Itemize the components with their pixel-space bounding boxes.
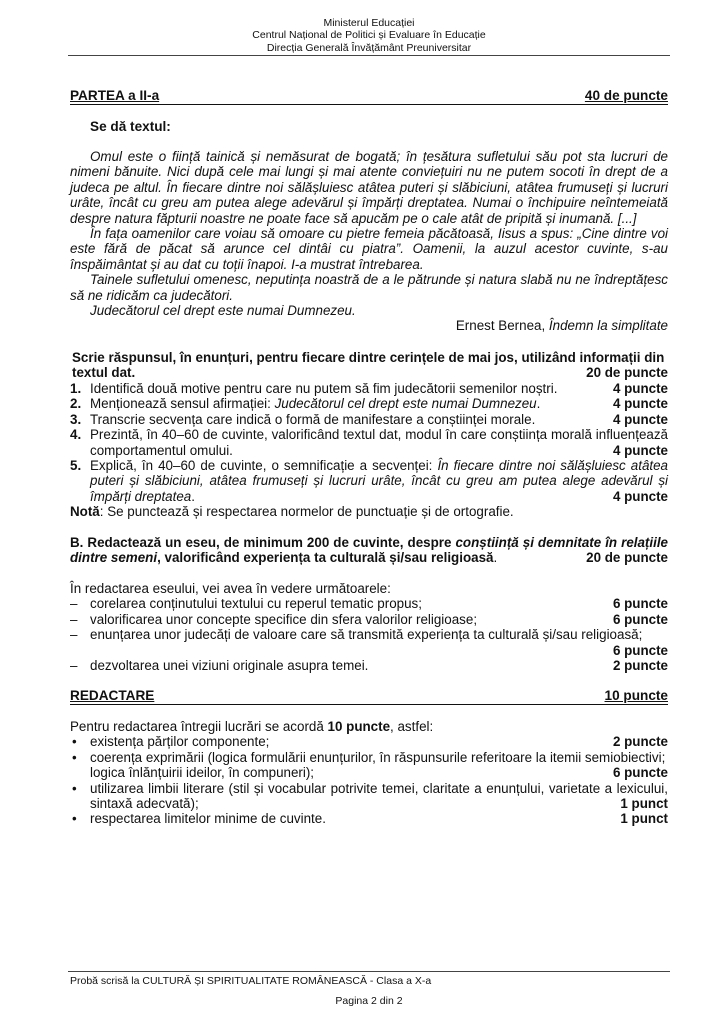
criterion: – enunțarea unor judecăți de valoare care să transmită experiența ta culturală și/sau religioasă; 6 puncte — [70, 627, 668, 658]
question-4: 4. Prezintă, în 40–60 de cuvinte, valorificând textul dat, modul în care conștiința morală influențează comportamentul omului. 4 puncte — [70, 427, 668, 458]
redactare-intro: Pentru redactarea întregii lucrări se acordă 10 puncte, astfel: — [70, 719, 434, 734]
header-center: Centrul Național de Politici și Evaluare în Educație — [252, 29, 486, 42]
redactare-item: • existența părților componente; 2 puncte — [72, 734, 668, 750]
criteria-intro: În redactarea eseului, vei avea în vedere următoarele: — [70, 581, 391, 596]
source-author: Ernest Bernea, — [455, 318, 549, 334]
section-a-points: 20 de puncte — [580, 365, 668, 380]
header-directorate: Direcția Generală Învățământ Preuniversitar — [266, 41, 472, 54]
section-a-items — [70, 381, 668, 520]
part2-heading — [70, 88, 668, 105]
redactare-title: REDACTARE — [70, 688, 155, 703]
redactare-points: 10 puncte — [604, 688, 668, 703]
note: Notă: Se punctează și respectarea normelor de punctuație și de ortografie. — [70, 504, 514, 520]
section-b-points: 20 de puncte — [580, 550, 668, 565]
question-3: 3. Transcrie secvența care indică o formă de manifestare a conștiinței morale. 4 puncte — [70, 411, 668, 427]
redactare-heading — [70, 688, 668, 705]
text-source — [70, 318, 668, 333]
criterion: – valorificarea unor concepte specifice din sfera valorilor religioase; 6 puncte — [70, 611, 668, 627]
redactare-item: • coerența exprimării (logica formulării enunțurilor, în răspunsurile referitoare la itemii semiobiectivi; logica înlănțuirii ideilor, în compuneri); 6 puncte — [72, 749, 668, 781]
redactare-item: • utilizarea limbii literare (stil și vocabular potrivite temei, claritate a enunțului, varietate a lexicului, sintaxă adecvată); 1 punct — [72, 780, 668, 812]
footer-page-number: Pagina 2 din 2 — [335, 995, 403, 1007]
text-paragraph: În fața oamenilor care voiau să omoare cu pietre femeia păcătoasă, Iisus a spus: „Cine dintre voi este fără de păcat să arunce cel dintâi cu piatra”. Oamenii, la auzul acestor cuvinte, s-au înspăimântat și au dat cu toții înapoi. I-a mustrat întrebarea. — [70, 226, 668, 272]
section-b: B. Redactează un eseu, de minimum 200 de cuvinte, despre conștiință și demnitate în relațiile dintre semeni, valorificând experiența ta culturală și/sau religioasă. 20 de puncte — [70, 535, 668, 566]
source-text — [70, 149, 668, 334]
essay-topic: conștiință și demnitate în relațiile dintre semeni — [70, 535, 668, 566]
text-intro: Se dă textul: — [90, 119, 171, 134]
part2-title: PARTEA a II-a — [70, 88, 160, 103]
footer-divider — [68, 971, 670, 972]
section-a — [70, 350, 668, 381]
part2-points: 40 de puncte — [584, 88, 668, 103]
question-1: 1. Identifică două motive pentru care nu putem să fim judecătorii semenilor noștri. 4 puncte — [70, 381, 668, 396]
source-title: Îndemn la simplitate — [548, 318, 668, 334]
redactare-item: • respectarea limitelor minime de cuvinte. 1 punct — [72, 811, 668, 827]
footer-exam: Probă scrisă la CULTURĂ ȘI SPIRITUALITATE ROMÂNEASCĂ - Clasa a X-a — [70, 975, 432, 987]
document-header — [70, 17, 668, 54]
text-paragraph: Tainele sufletului omenesc, neputința noastră de a le pătrunde și natura slabă nu ne îndreptățesc să ne ridicăm ca judecători. — [70, 272, 668, 303]
criterion: – corelarea conținutului textului cu reperul tematic propus; 6 puncte — [70, 596, 668, 612]
essay-criteria — [70, 581, 668, 673]
header-ministry: Ministerul Educației — [323, 17, 415, 29]
section-a-instruction: Scrie răspunsul, în enunțuri, pentru fiecare dintre cerințele de mai jos, utilizând informații din textul dat. 20 de puncte — [72, 350, 668, 381]
text-paragraph: Omul este o ființă tainică și nemăsurat de bogată; în țesătura sufletului său pot sta lucruri de nimeni bănuite. Nici după cele mai lungi și mai atente conviețuiri nu ne putem socoti în drept de a judeca pe altul. În fiecare dintre noi sălășluiesc atâtea puteri și slăbiciuni, atâtea frumuseți și lucruri urâte, încât cu greu am putea alege adevărul și împărți dreptatea. Numai o închipuire neîntemeiată despre natura făpturii noastre ne poate face să apucăm pe o cale atât de pripită și inumană. [...] — [70, 149, 668, 226]
redactare-criteria — [70, 719, 668, 827]
header-divider — [68, 55, 670, 56]
criterion: – dezvoltarea unei viziuni originale asupra temei. 2 puncte — [70, 658, 668, 674]
question-2: 2. Menționează sensul afirmației: Judecătorul cel drept este numai Dumnezeu. 4 puncte — [70, 396, 668, 412]
text-paragraph: Judecătorul cel drept este numai Dumnezeu. — [90, 303, 356, 319]
question-5: 5. Explică, în 40–60 de cuvinte, o semnificație a secvenței: În fiecare dintre noi sălășluiesc atâtea puteri și slăbiciuni, atâtea frumuseți și lucruri urâte, încât cu greu am putea alege adevărul și împărți dreptatea. 4 puncte — [70, 458, 669, 504]
